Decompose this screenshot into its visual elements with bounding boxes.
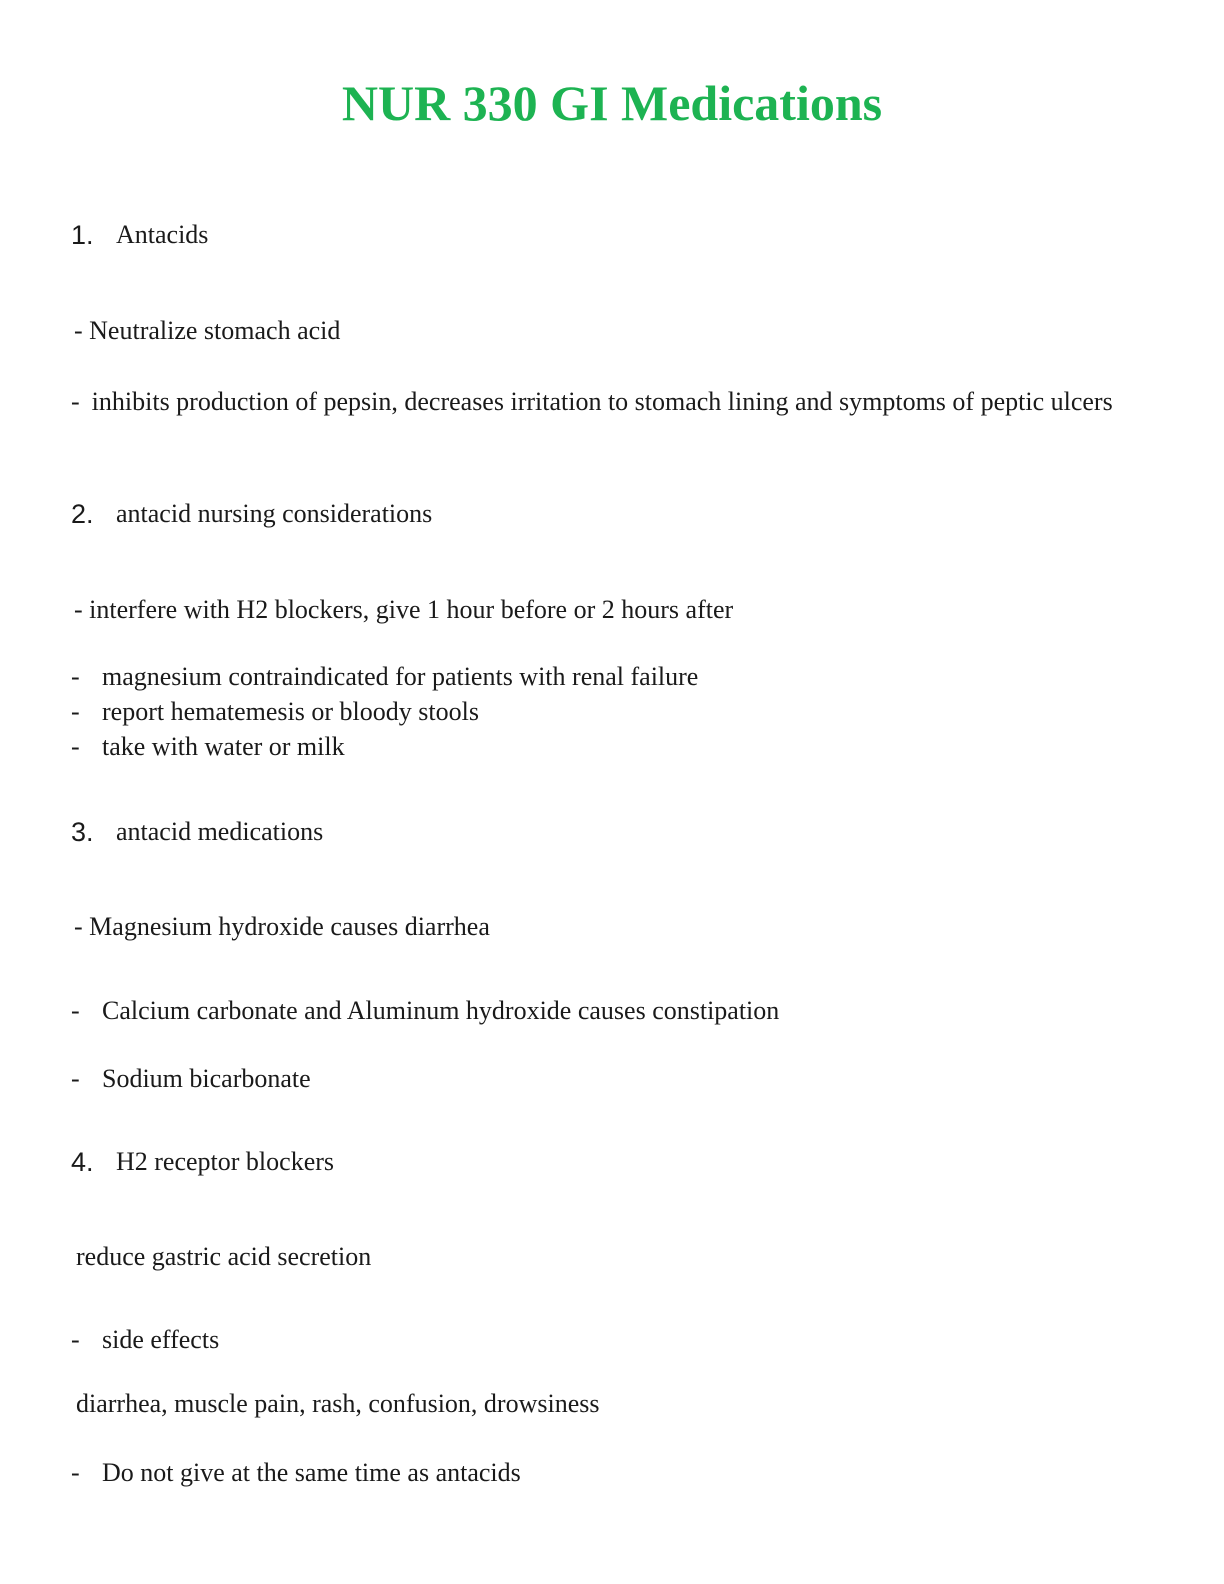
section-number: 4. — [71, 1147, 94, 1177]
list-item: take with water or milk — [102, 732, 345, 761]
list-item: magnesium contraindicated for patients with renal failure — [102, 662, 699, 691]
dash-marker: - — [71, 732, 80, 761]
dash-marker: - — [71, 1064, 80, 1093]
note-paragraph-text: inhibits production of pepsin, decreases irritation to stomach lining and symptoms of peptic ulcers — [91, 387, 1113, 416]
list-item: Sodium bicarbonate — [102, 1064, 311, 1093]
list-item: Calcium carbonate and Aluminum hydroxide causes constipation — [102, 996, 780, 1025]
dash-marker: - — [71, 1325, 80, 1354]
list-item: report hematemesis or bloody stools — [102, 697, 479, 726]
dash-marker: - — [71, 996, 80, 1025]
dash-marker: - — [71, 662, 80, 691]
note-paragraph — [71, 386, 1131, 417]
dash-marker: - — [71, 1458, 80, 1487]
section-heading: Antacids — [116, 220, 209, 249]
section-heading: antacid nursing considerations — [116, 499, 433, 528]
note-line: - Magnesium hydroxide causes diarrhea — [74, 912, 490, 941]
dash-marker: - — [71, 387, 80, 416]
page-title: NUR 330 GI Medications — [341, 75, 883, 131]
note-line: diarrhea, muscle pain, rash, confusion, drowsiness — [76, 1389, 600, 1418]
section-number: 3. — [71, 817, 94, 847]
note-line: - interfere with H2 blockers, give 1 hour before or 2 hours after — [74, 595, 734, 624]
section-heading: H2 receptor blockers — [116, 1147, 335, 1176]
section-number: 2. — [71, 499, 94, 529]
list-item: side effects — [102, 1325, 220, 1354]
section-number: 1. — [71, 220, 94, 250]
dash-marker: - — [71, 697, 80, 726]
note-line: - Neutralize stomach acid — [74, 316, 341, 345]
note-line: reduce gastric acid secretion — [76, 1242, 372, 1271]
section-heading: antacid medications — [116, 817, 324, 846]
list-item: Do not give at the same time as antacids — [102, 1458, 521, 1487]
